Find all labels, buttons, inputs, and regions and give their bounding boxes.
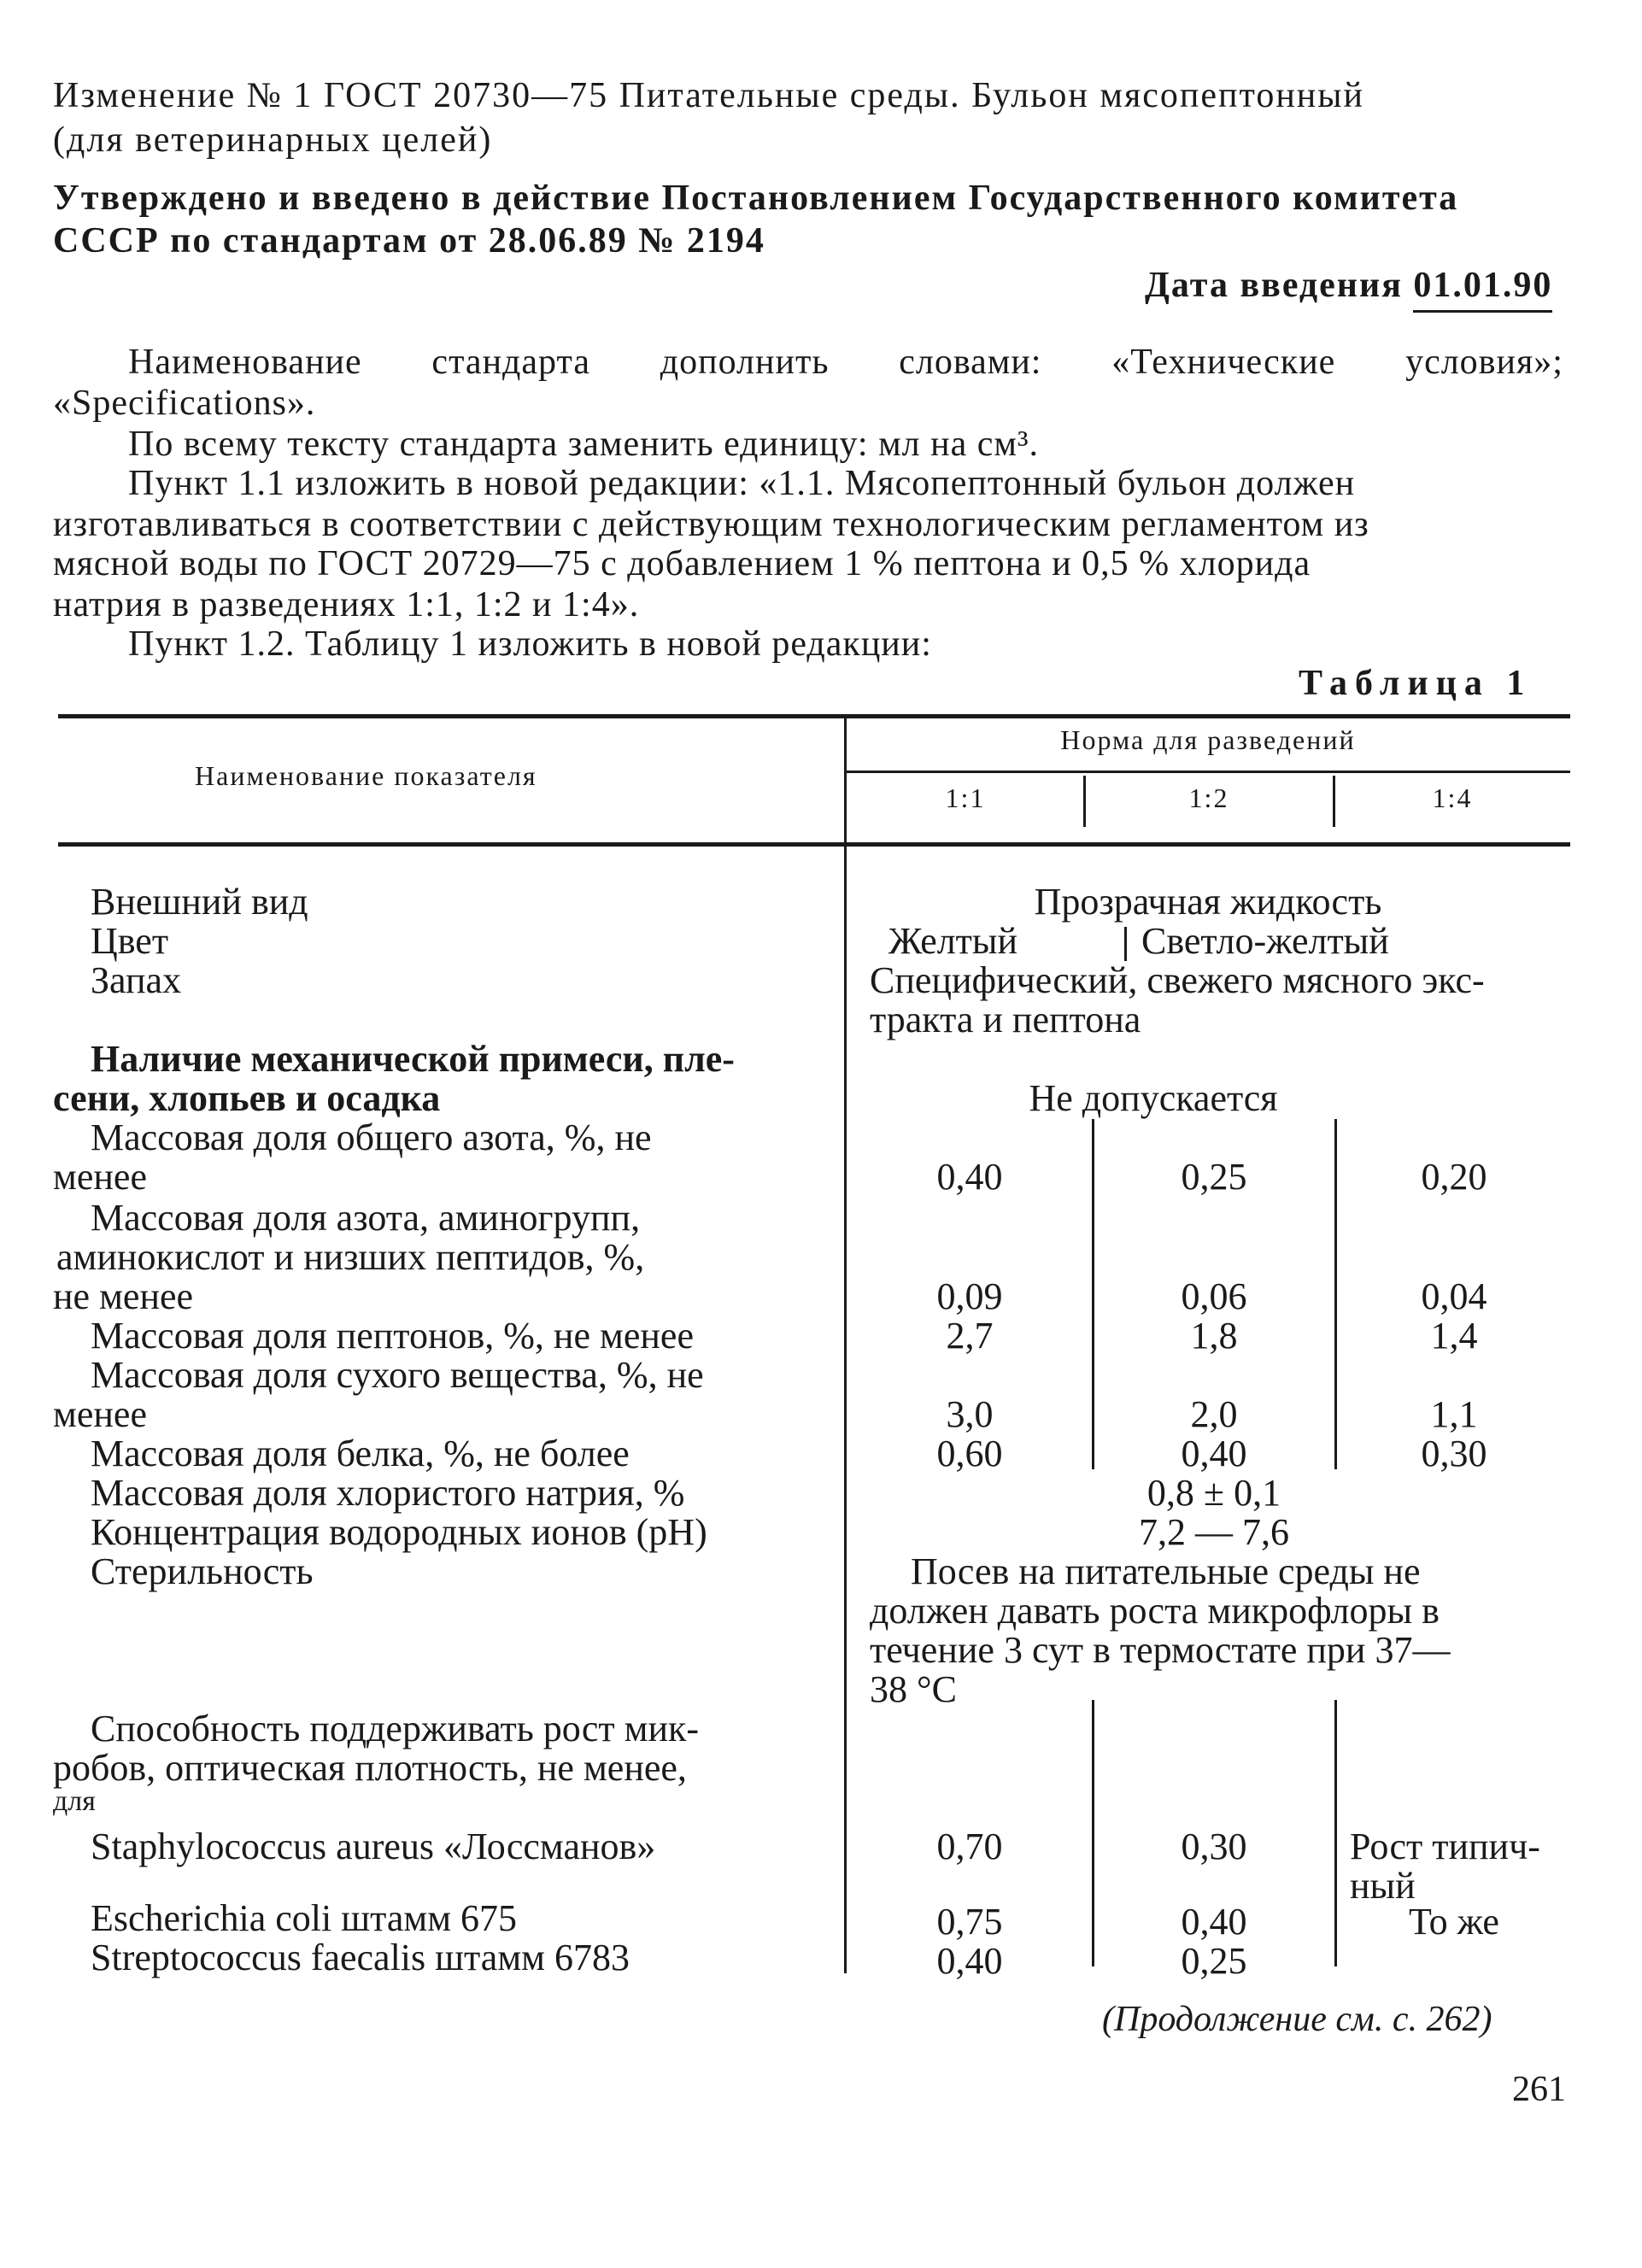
row-ecoli-name: Escherichia coli штамм 675 bbox=[91, 1897, 518, 1939]
row-dry-matter-value-1: 3,0 bbox=[946, 1393, 994, 1435]
row-growth-name-l2: робов, оптическая плотность, не менее, bbox=[53, 1747, 687, 1789]
row-protein-value-1: 0,60 bbox=[936, 1433, 1003, 1474]
row-protein-name: Массовая доля белка, %, не более bbox=[91, 1433, 630, 1474]
row-sterility-value-l1: Посев на питательные среды не bbox=[911, 1550, 1421, 1592]
row-total-nitrogen-name-l2: менее bbox=[53, 1156, 147, 1198]
approval-line2: СССР по стандартам от 28.06.89 № 2194 bbox=[53, 221, 765, 261]
row-protein-value-2: 0,40 bbox=[1181, 1433, 1247, 1474]
dilution-header-3: 1:4 bbox=[1432, 782, 1473, 813]
row-protein-value-3: 0,30 bbox=[1421, 1433, 1487, 1474]
row-color-value-b: Светло-желтый bbox=[1141, 920, 1389, 962]
effective-date bbox=[1145, 265, 1552, 306]
page-number: 261 bbox=[1512, 2070, 1566, 2109]
row-ph-name: Концентрация водородных ионов (pH) bbox=[91, 1511, 707, 1553]
row-amino-nitrogen-name-l1: Массовая доля азота, аминогрупп, bbox=[91, 1197, 641, 1239]
row-staph-name: Staphylococcus aureus «Лоссманов» bbox=[91, 1826, 656, 1867]
change-title bbox=[53, 75, 1565, 116]
row-staph-value-2: 0,30 bbox=[1181, 1826, 1247, 1867]
row-peptones-value-1: 2,7 bbox=[946, 1315, 994, 1357]
paragraph-4: Пункт 1.2. Таблицу 1 изложить в новой редакции: bbox=[128, 624, 932, 664]
change-title-line2: (для ветеринарных целей) bbox=[53, 120, 493, 160]
row-impurities-value: Не допускается bbox=[1029, 1077, 1278, 1119]
row-staph-value-1: 0,70 bbox=[936, 1826, 1003, 1867]
row-amino-nitrogen-value-3: 0,04 bbox=[1421, 1275, 1487, 1317]
row-impurities-name-l1: Наличие механической примеси, пле- bbox=[91, 1038, 735, 1080]
p1-word: Наименование bbox=[128, 343, 362, 382]
row-amino-nitrogen-value-1: 0,09 bbox=[936, 1275, 1003, 1317]
row-smell-name: Запах bbox=[91, 959, 182, 1001]
row-peptones-name: Массовая доля пептонов, %, не менее bbox=[91, 1315, 694, 1357]
row-smell-value-l1: Специфический, свежего мясного экс- bbox=[870, 959, 1485, 1001]
continuation-note: (Продолжение см. с. 262) bbox=[1102, 2000, 1492, 2039]
row-total-nitrogen-value-3: 0,20 bbox=[1421, 1156, 1487, 1198]
row-color-value-a: Желтый bbox=[888, 920, 1018, 962]
paragraph-3-line1: Пункт 1.1 изложить в новой редакции: «1.1. Мясопептонный бульон должен bbox=[128, 464, 1356, 503]
row-smell-value-l2: тракта и пептона bbox=[870, 999, 1141, 1040]
column-header-indicator: Наименование показателя bbox=[195, 760, 537, 791]
row-sterility-value-l3: течение 3 сут в термостате при 37— bbox=[870, 1629, 1451, 1671]
row-sterility-value-l2: должен давать роста микрофлоры в bbox=[870, 1590, 1440, 1632]
change-title-line1: Изменение № 1 ГОСТ 20730—75 Питательные среды. Бульон мясопептонный bbox=[53, 76, 1364, 115]
row-strep-value-1: 0,40 bbox=[936, 1940, 1003, 1982]
row-strep-value-2: 0,25 bbox=[1181, 1940, 1247, 1982]
paragraph-1 bbox=[128, 342, 1563, 383]
row-total-nitrogen-name-l1: Массовая доля общего азота, %, не bbox=[91, 1116, 652, 1158]
row-total-nitrogen-value-1: 0,40 bbox=[936, 1156, 1003, 1198]
effective-date-label: Дата введения bbox=[1145, 266, 1403, 305]
row-dry-matter-value-3: 1,1 bbox=[1430, 1393, 1478, 1435]
row-appearance-value: Прозрачная жидкость bbox=[1034, 881, 1382, 923]
dilution-header-1: 1:1 bbox=[945, 782, 986, 813]
row-staph-value-3-l1: Рост типич- bbox=[1350, 1826, 1540, 1867]
row-peptones-value-3: 1,4 bbox=[1430, 1315, 1478, 1357]
row-ecoli-value-3: То же bbox=[1409, 1901, 1499, 1943]
row-ecoli-value-2: 0,40 bbox=[1181, 1901, 1247, 1943]
row-strep-name: Streptococcus faecalis штамм 6783 bbox=[91, 1937, 630, 1978]
paragraph-3-line4: натрия в разведениях 1:1, 1:2 и 1:4». bbox=[53, 585, 640, 624]
row-dry-matter-name-l2: менее bbox=[53, 1393, 147, 1435]
paragraph-2: По всему тексту стандарта заменить единицу: мл на см³. bbox=[128, 425, 1040, 464]
row-ph-value: 7,2 — 7,6 bbox=[1139, 1511, 1289, 1553]
norm-subheader-rule bbox=[846, 771, 1570, 773]
p1-word: стандарта bbox=[431, 343, 591, 382]
table-header-bottom-rule bbox=[58, 842, 1570, 847]
p1-word: «Технические bbox=[1111, 343, 1336, 382]
row-total-nitrogen-value-2: 0,25 bbox=[1181, 1156, 1247, 1198]
row-ecoli-value-1: 0,75 bbox=[936, 1901, 1003, 1943]
row-sterility-value-l4: 38 °С bbox=[870, 1668, 957, 1710]
row-peptones-value-2: 1,8 bbox=[1190, 1315, 1238, 1357]
column-header-norm: Норма для разведений bbox=[1060, 724, 1356, 755]
paragraph-3-line3: мясной воды по ГОСТ 20729—75 с добавлением 1 % пептона и 0,5 % хлорида bbox=[53, 544, 1311, 583]
row-amino-nitrogen-name-l3: не менее bbox=[53, 1275, 194, 1317]
row-appearance-name: Внешний вид bbox=[91, 881, 308, 923]
p1-word: словами: bbox=[899, 343, 1042, 382]
row-amino-nitrogen-value-2: 0,06 bbox=[1181, 1275, 1247, 1317]
row-color-name: Цвет bbox=[91, 920, 169, 962]
row-impurities-name-l2: сени, хлопьев и осадка bbox=[53, 1077, 441, 1119]
color-value-divider bbox=[1124, 927, 1127, 961]
p1-word: условия»; bbox=[1405, 343, 1563, 382]
paragraph-3-line2: изготавливаться в соответствии с действующим технологическим регламентом из bbox=[53, 505, 1369, 544]
row-sterility-name: Стерильность bbox=[91, 1550, 314, 1592]
table-caption: Таблица 1 bbox=[1299, 664, 1533, 703]
p1-word: дополнить bbox=[660, 343, 830, 382]
effective-date-value: 01.01.90 bbox=[1413, 266, 1552, 313]
row-sodium-chloride-value: 0,8 ± 0,1 bbox=[1146, 1472, 1281, 1514]
dilution-header-2: 1:2 bbox=[1188, 782, 1229, 813]
row-staph-value-3-l2: ный bbox=[1350, 1865, 1416, 1907]
approval-line1: Утверждено и введено в действие Постановлением Государственного комитета bbox=[53, 179, 1459, 218]
row-dry-matter-value-2: 2,0 bbox=[1190, 1393, 1238, 1435]
row-growth-name-l1: Способность поддерживать рост мик- bbox=[91, 1708, 700, 1749]
row-sodium-chloride-name: Массовая доля хлористого натрия, % bbox=[91, 1472, 685, 1514]
paragraph-1-cont: «Specifications». bbox=[53, 384, 316, 423]
table-top-rule bbox=[58, 714, 1570, 718]
row-amino-nitrogen-name-l2: аминокислот и низших пептидов, %, bbox=[56, 1236, 645, 1278]
row-dry-matter-name-l1: Массовая доля сухого вещества, %, не bbox=[91, 1354, 704, 1396]
row-growth-name-l3: для bbox=[53, 1785, 96, 1817]
